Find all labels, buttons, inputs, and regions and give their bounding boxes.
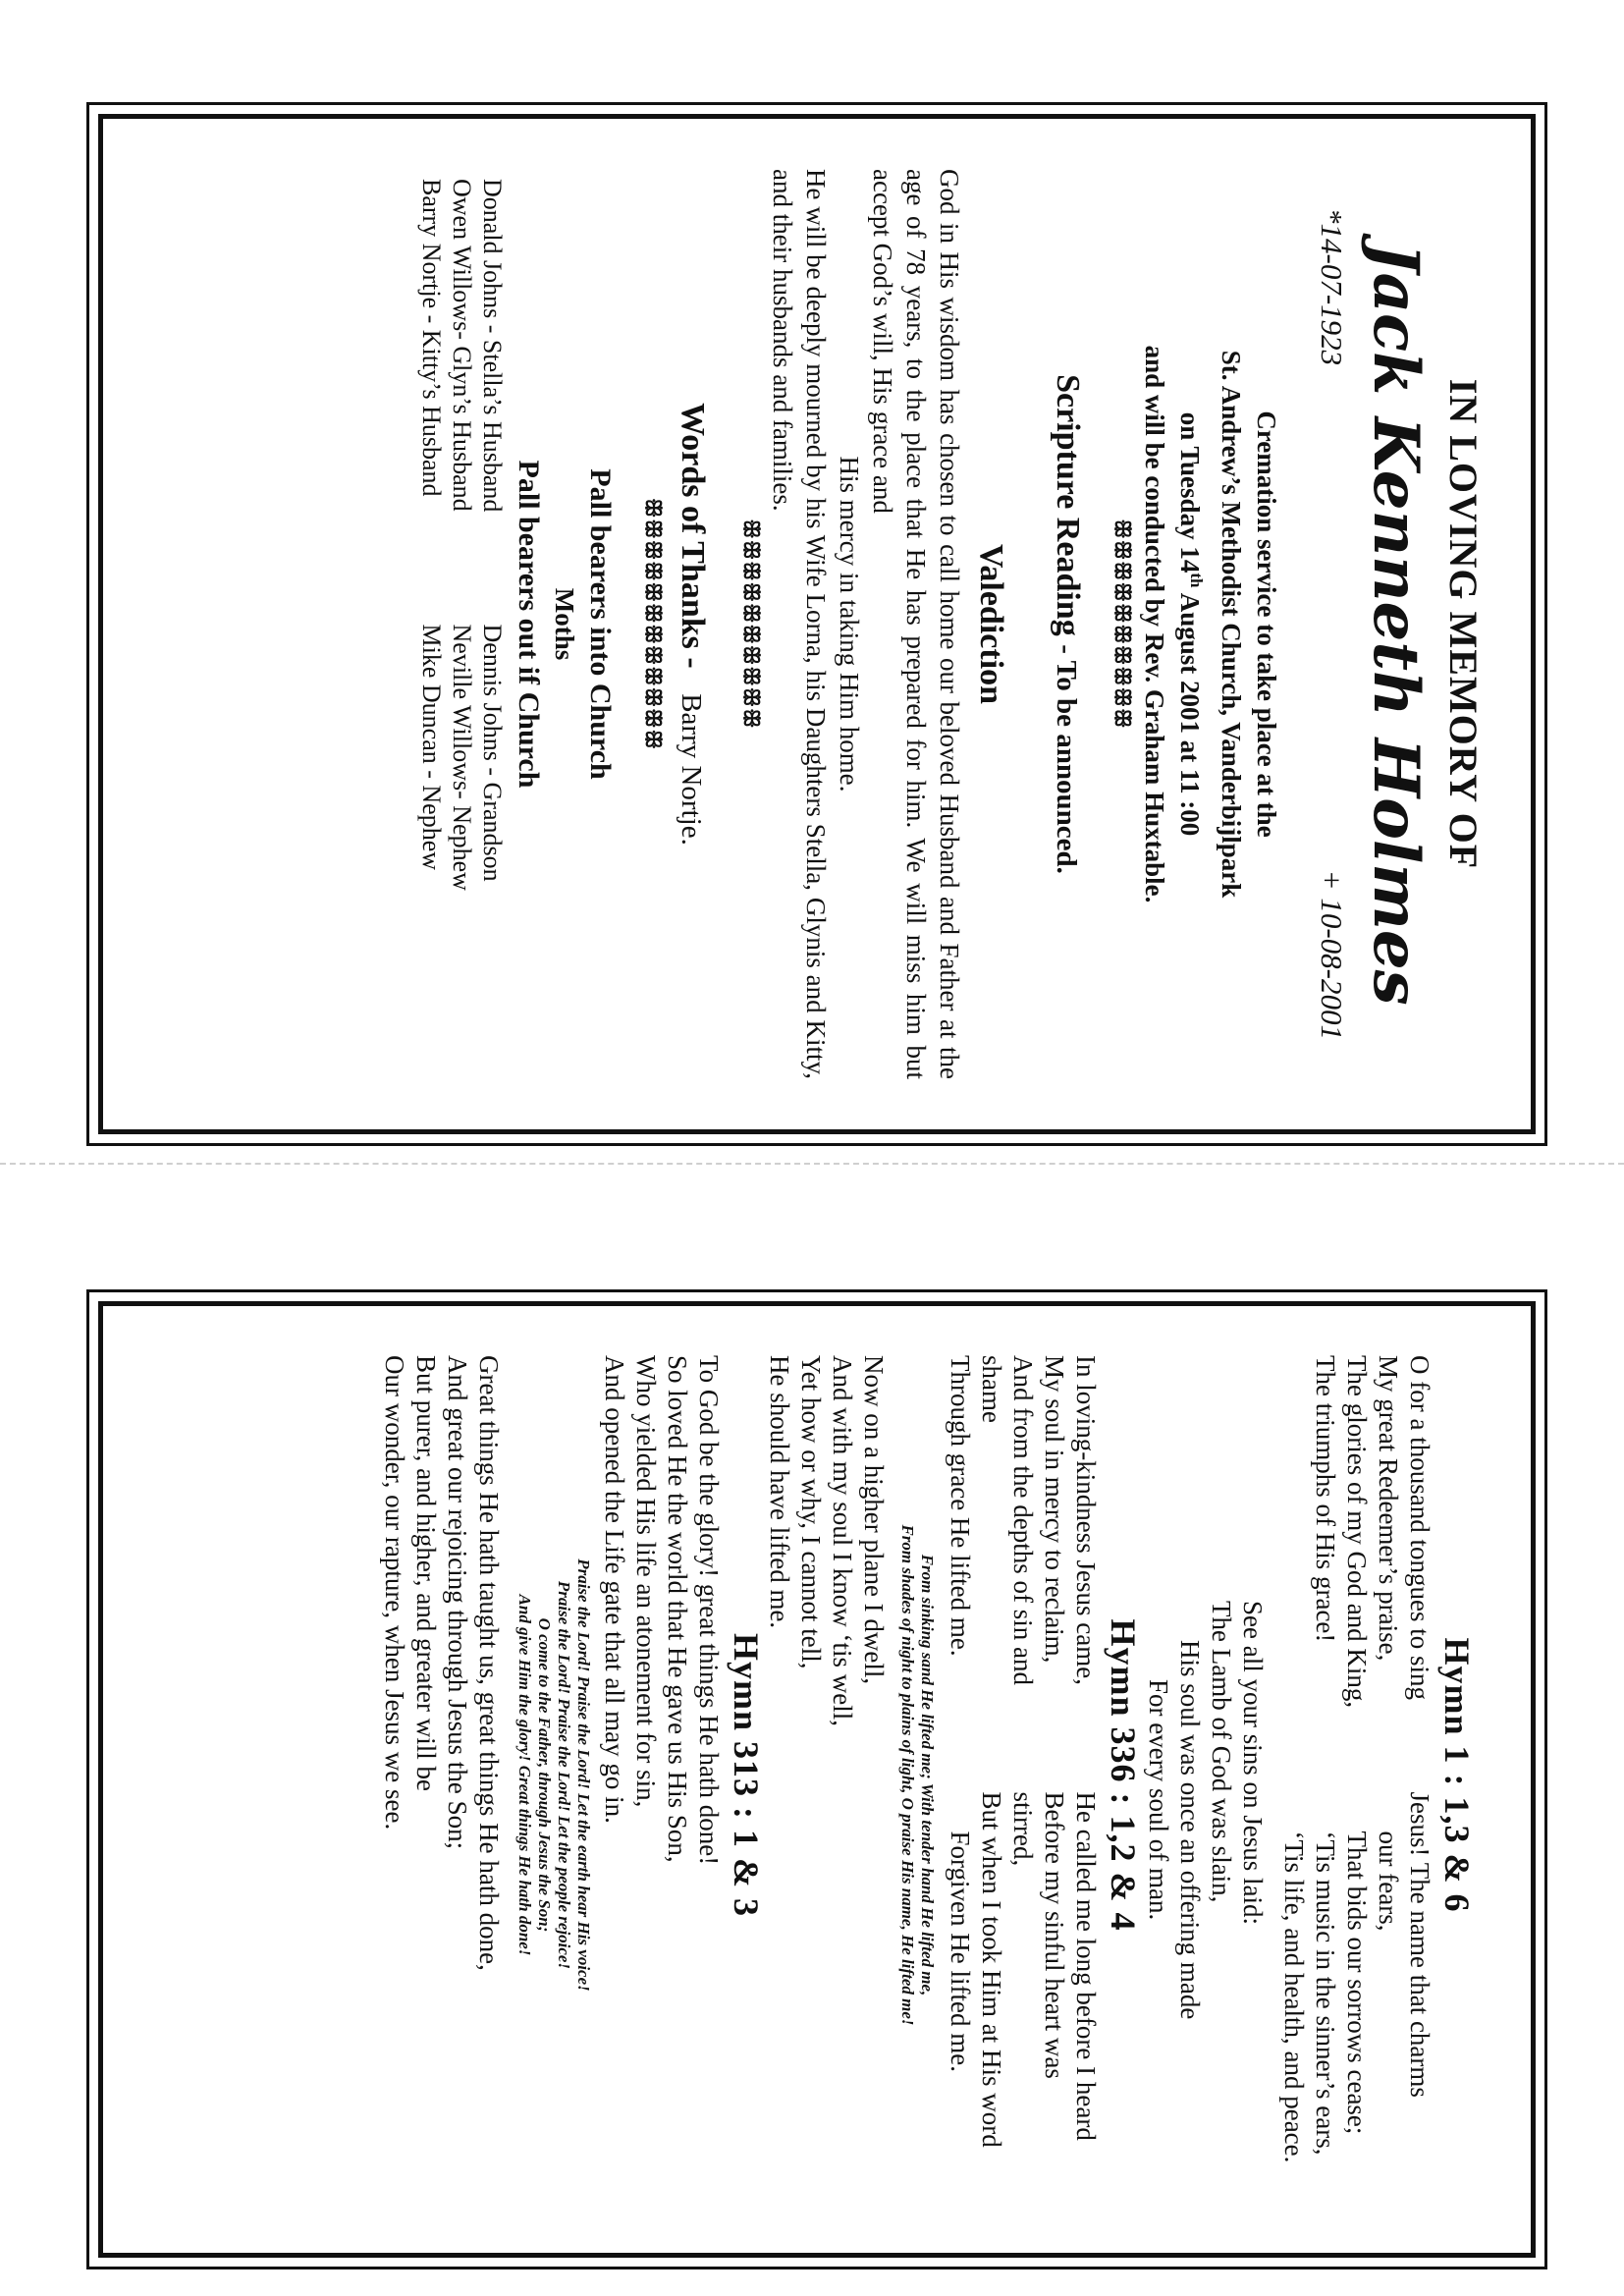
hymn-3-verse-1: To God be the glory! great things He hath done! So loved He the world that He gave us His Son, Who yielded His life an atonement for sin, And opened the Life gate that all may go in. bbox=[600, 1355, 724, 1866]
memorial-panel bbox=[100, 130, 1492, 1119]
ornament-divider: ꕥꕥꕥꕥꕥꕥꕥꕥꕥꕥ bbox=[1110, 519, 1135, 730]
memorial-title: IN LOVING MEMORY OF bbox=[1441, 378, 1486, 870]
notice-line: and will be conducted by Rev. Graham Huxtable. bbox=[1140, 345, 1169, 903]
life-dates bbox=[1314, 169, 1349, 1079]
ornament-divider: ꕥꕥꕥꕥꕥꕥꕥꕥꕥꕥ bbox=[739, 519, 764, 730]
scripture-reading: Scripture Reading - To be announced. bbox=[1050, 374, 1086, 874]
notice-line: on Tuesday 14th August 2001 at 11 :00 bbox=[1175, 411, 1206, 837]
valediction-heading: Valediction bbox=[973, 543, 1009, 705]
hymn-3-title: Hymn 313 : 1 & 3 bbox=[727, 1633, 766, 1917]
pall-bearers-list bbox=[416, 169, 508, 1079]
hymn-2-verse-4: Now on a higher plane I dwell, And with my soul I know ‘tis well, Yet how or why, I cannot tell, He should have lifted me. bbox=[765, 1355, 889, 1726]
list-item: Donald Johns - Stella’s Husband Dennis Johns - Grandson bbox=[478, 179, 507, 882]
pall-bearers-in-heading: Pall bearers into Church bbox=[584, 468, 617, 780]
death-date: + 10-08-2001 bbox=[1315, 869, 1349, 1040]
hymn-1-title: Hymn 1 : 1,3 & 6 bbox=[1437, 1637, 1477, 1913]
valediction-text: God in His wisdom has chosen to call home our beloved Husband and Father at the age of 78 years, to the place that He has prepared for him. We will miss him but accept God’s will, His grace and His mercy in taking Him home. He will be deeply mourned by his Wife Lorna, his Daughters Stella, Glynis and Kitty, and their husbands and families. bbox=[768, 169, 964, 1079]
hymn-2-title: Hymn 336 : 1,2 & 4 bbox=[1104, 1618, 1143, 1932]
ornament-divider: ꕥꕥꕥꕥꕥꕥꕥꕥꕥꕥꕥꕥ bbox=[641, 498, 666, 750]
birth-date: *14-07-1923 bbox=[1315, 208, 1349, 366]
words-of-thanks: Words of Thanks - Barry Nortje. bbox=[675, 403, 711, 846]
service-notice bbox=[1137, 169, 1284, 1079]
hymn-1-verse-3: See all your sins on Jesus laid: The Lamb of God was slain, His soul was once an offering made For every soul of man. bbox=[1144, 1601, 1268, 2020]
hymns-panel bbox=[100, 1316, 1492, 2234]
notice-line: Cremation service to take place at the bbox=[1252, 410, 1281, 838]
hymn-3-chorus: Praise the Lord! Praise the Lord! Let the earth hear His voice! Praise the Lord! Praise the Lord! Let the people rejoice! O come to the Father, through Jesus the Son; And give Him the glory! Great things He hath done! bbox=[515, 1558, 593, 1992]
list-item: Owen Willows- Glyn’s Husband Neville Willows- Nephew bbox=[448, 179, 476, 891]
page-fold bbox=[0, 1163, 1624, 1165]
pall-bearers-in-value: Moths bbox=[550, 587, 579, 661]
notice-line: St. Andrew’s Methodist Church, Vanderbijlpark bbox=[1217, 350, 1246, 899]
pall-bearers-out-heading: Pall bearers out if Church bbox=[513, 460, 545, 789]
hymn-2-verses: In loving-kindness Jesus came, My soul in mercy to reclaim, And from the depths of sin and shame Through grace He lifted me. He called me long before I heard Before my sinful heart was stirred, But when I took Him at His word Forgiven He lifted me. bbox=[946, 1355, 1101, 2148]
list-item: Barry Nortje - Kitty’s Husband Mike Duncan - Nephew bbox=[417, 179, 446, 871]
hymn-1-verses: O for a thousand tongues to sing My great Redeemer’s praise, The glories of my God and King, The triumphs of His grace! Jesus! The name that charms our fears, That bids our sorrows cease; ‘Tis music in the sinner’s ears, ‘Tis life, and health, and peace. bbox=[1279, 1355, 1435, 2163]
hymn-3-verse-3: Great things He hath taught us, great things He hath done, And great our rejoicing through Jesus the Son; But purer, and higher, and greater will be Our wonder, our rapture, when Jesus we see. bbox=[380, 1355, 504, 1971]
hymn-2-chorus: From sinking sand He lifted me; With tender hand He lifted me, From shades of night to plains of light, O praise His name, He lifted me! bbox=[898, 1524, 937, 2026]
deceased-name: Jack Kenneth Holmes bbox=[1359, 243, 1433, 1006]
